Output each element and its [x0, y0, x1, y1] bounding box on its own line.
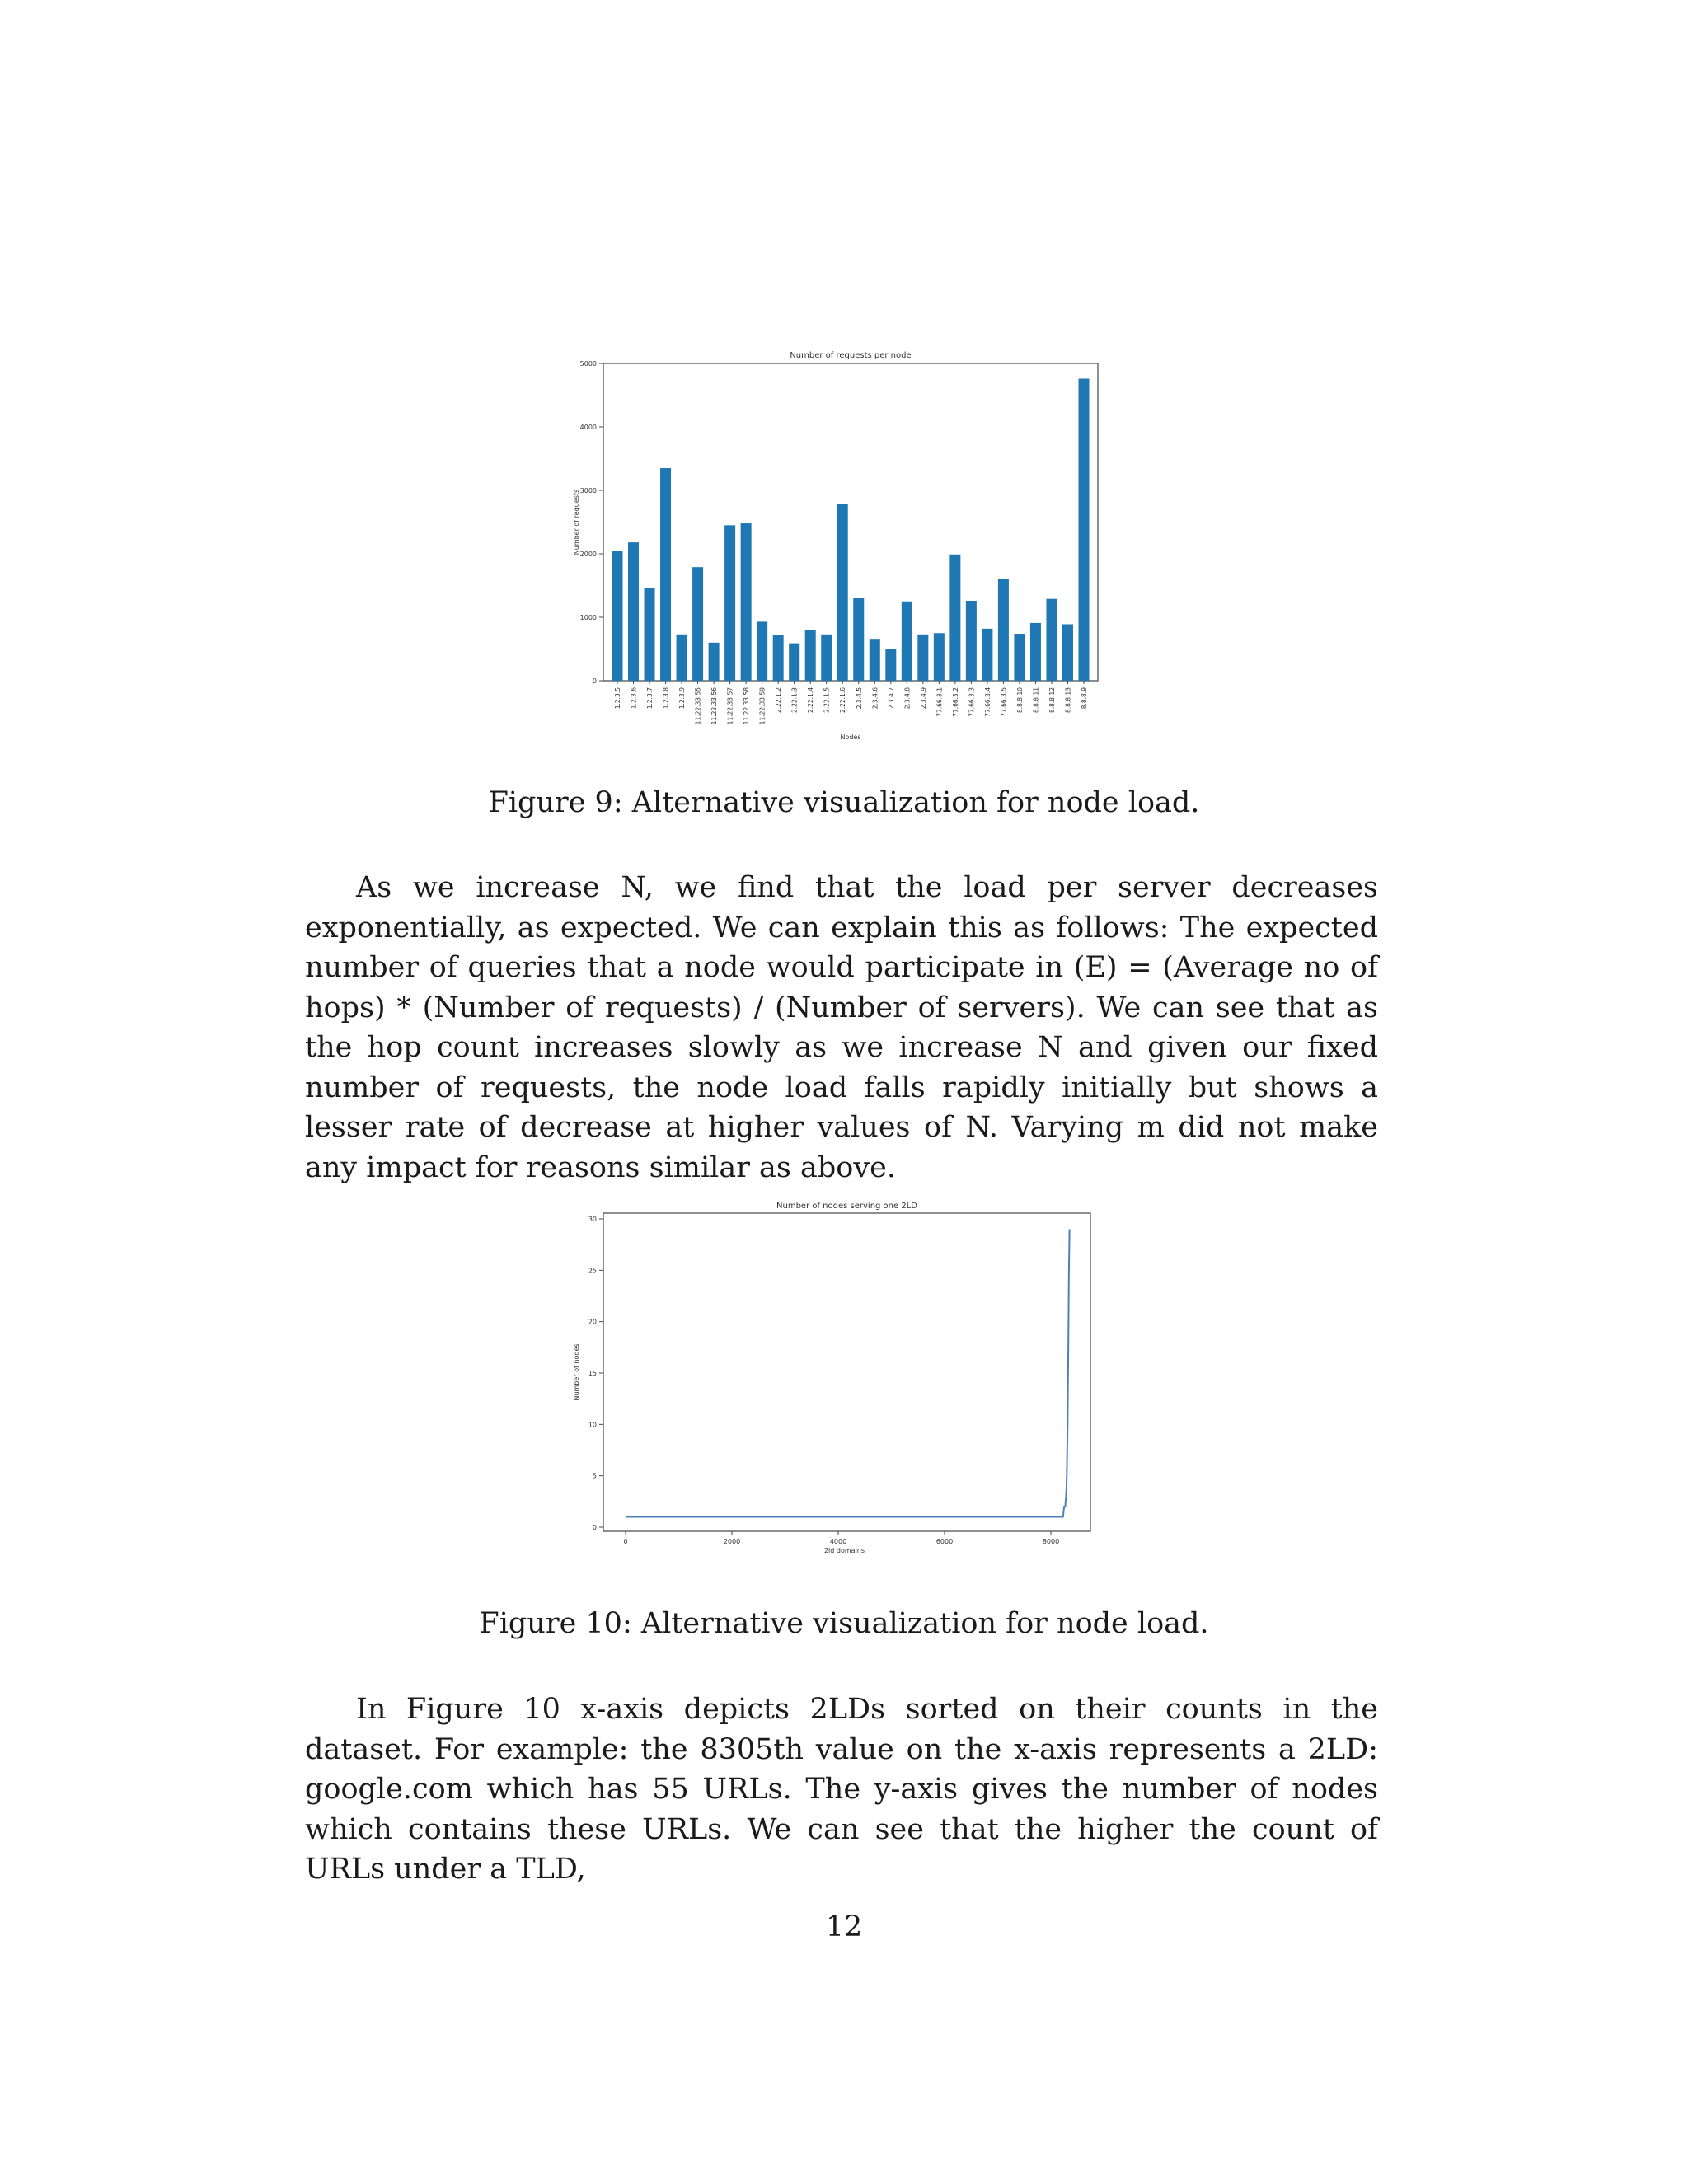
x-tick-label: 77.66.3.4 [983, 687, 992, 717]
bar [709, 643, 720, 681]
bar [885, 649, 896, 682]
x-tick-label: 11.22.33.57 [726, 687, 734, 725]
y-tick-label: 0 [592, 677, 597, 685]
bar [612, 551, 623, 681]
bar [741, 523, 752, 681]
y-tick-label: 2000 [579, 551, 597, 558]
bar [998, 579, 1009, 681]
x-tick-label: 11.22.33.58 [743, 687, 751, 725]
bar [934, 633, 945, 681]
x-tick-label: 2.22.1.5 [823, 687, 831, 714]
bar [645, 588, 655, 681]
body-paragraph-2 [305, 1690, 1378, 1890]
x-tick-label: 2.22.1.4 [807, 687, 815, 714]
x-tick-label: 11.22.33.59 [758, 687, 767, 725]
x-tick-label: 8.8.8.11 [1032, 687, 1040, 714]
y-tick-label: 30 [588, 1216, 597, 1223]
x-tick-label: 2.22.1.2 [775, 687, 783, 714]
y-axis-label: Number of nodes [573, 1343, 580, 1401]
page-number: 12 [825, 1910, 863, 1943]
x-tick-label: 11.22.33.55 [694, 687, 702, 725]
x-tick-label: 8.8.8.12 [1048, 687, 1056, 714]
x-tick-label: 2000 [723, 1538, 741, 1545]
x-tick-label: 8.8.8.9 [1081, 687, 1088, 710]
bar [950, 555, 960, 681]
x-tick-label: 1.2.3.6 [630, 687, 638, 710]
x-tick-label: 77.66.3.3 [968, 687, 976, 717]
body-paragraph-1 [305, 868, 1378, 1188]
y-tick-label: 20 [588, 1318, 597, 1326]
x-tick-label: 4000 [829, 1538, 847, 1545]
y-tick-label: 3000 [579, 487, 597, 494]
figure-9 [0, 334, 1688, 762]
bar [1014, 634, 1025, 681]
x-tick-label: 2.3.4.5 [855, 687, 863, 710]
x-tick-label: 11.22.33.56 [710, 687, 719, 725]
x-tick-label: 77.66.3.1 [935, 687, 944, 717]
y-tick-label: 15 [588, 1370, 597, 1377]
x-tick-label: 6000 [935, 1538, 954, 1545]
x-tick-label: 2.22.1.3 [790, 687, 799, 714]
series-line [626, 1230, 1070, 1517]
bar [660, 468, 671, 681]
paragraph-text: In Figure 10 x-axis depicts 2LDs sorted on their counts in the dataset. For example: the 8305th value on the x-axis represents a 2LD: google.com which has 55 URLs. The y-axis gives the number of nodes which contains these URLs. We can see that the higher the count of URLs under a TLD, [305, 1693, 1378, 1886]
figure-9-caption: Figure 9: Alternative visualization for node load. [488, 786, 1200, 819]
y-tick-label: 5000 [579, 360, 597, 368]
y-tick-label: 0 [592, 1524, 597, 1531]
bar [805, 630, 816, 681]
bar [692, 567, 703, 681]
bar [789, 644, 799, 681]
bar [677, 635, 687, 681]
x-tick-label: 2.22.1.6 [839, 687, 847, 714]
bar [837, 504, 848, 681]
bar [1079, 378, 1090, 681]
bar [628, 542, 639, 681]
x-tick-label: 1.2.3.7 [646, 687, 654, 710]
y-tick-label: 5 [592, 1472, 597, 1480]
x-axis-label: 2ld domains [823, 1547, 865, 1554]
x-tick-label: 2.3.4.7 [887, 687, 895, 710]
chart-title: Number of nodes serving one 2LD [776, 1202, 917, 1211]
plot-frame [603, 363, 1098, 681]
bar [773, 635, 784, 681]
x-tick-label: 0 [623, 1538, 628, 1545]
bar [966, 601, 977, 681]
plot-frame [603, 1213, 1090, 1531]
bar [1046, 599, 1057, 681]
bar [757, 621, 767, 681]
bar-chart [0, 334, 1688, 762]
paragraph-text: As we increase N, we find that the load per server decreases exponentially, as expected. We can explain this as follows: The expected number of queries that a node would participate in (E) = (Average no of hops) * (Number of requests) / (Number of servers). We can see that as the hop count increases slowly as we increase N and given our fixed number of requests, the node load falls rapidly initially but shows a lesser rate of decrease at higher values of N. Varying m did not make any impact for reasons similar as above. [305, 871, 1378, 1184]
bar [821, 635, 832, 681]
figure-10-caption: Figure 10: Alternative visualization for node load. [479, 1607, 1209, 1640]
y-tick-label: 4000 [579, 424, 597, 431]
x-tick-label: 8.8.8.10 [1015, 687, 1024, 714]
bar [902, 602, 912, 681]
y-tick-label: 10 [588, 1421, 597, 1429]
bar [1062, 624, 1073, 681]
bar [853, 598, 864, 681]
x-tick-label: 77.66.3.5 [1000, 687, 1008, 717]
chart-title: Number of requests per node [790, 351, 912, 360]
y-tick-label: 1000 [579, 614, 597, 621]
x-tick-label: 1.2.3.5 [614, 687, 621, 710]
y-axis-label: Number of requests [573, 489, 580, 555]
figure-10 [0, 1195, 1688, 1566]
x-tick-label: 8.8.8.13 [1064, 687, 1072, 714]
bar [724, 525, 735, 681]
x-tick-label: 2.3.4.8 [903, 687, 912, 710]
x-tick-label: 1.2.3.8 [662, 687, 670, 710]
x-axis-label: Nodes [840, 733, 861, 741]
bar [870, 639, 880, 681]
y-tick-label: 25 [588, 1267, 597, 1275]
bar [917, 635, 928, 681]
x-tick-label: 2.3.4.9 [919, 687, 927, 710]
x-tick-label: 8000 [1042, 1538, 1060, 1545]
x-tick-label: 1.2.3.9 [678, 687, 687, 710]
line-chart [0, 1195, 1688, 1566]
bar [1030, 623, 1041, 681]
x-tick-label: 77.66.3.2 [951, 687, 959, 717]
x-tick-label: 2.3.4.6 [871, 687, 879, 710]
bar [982, 629, 992, 681]
